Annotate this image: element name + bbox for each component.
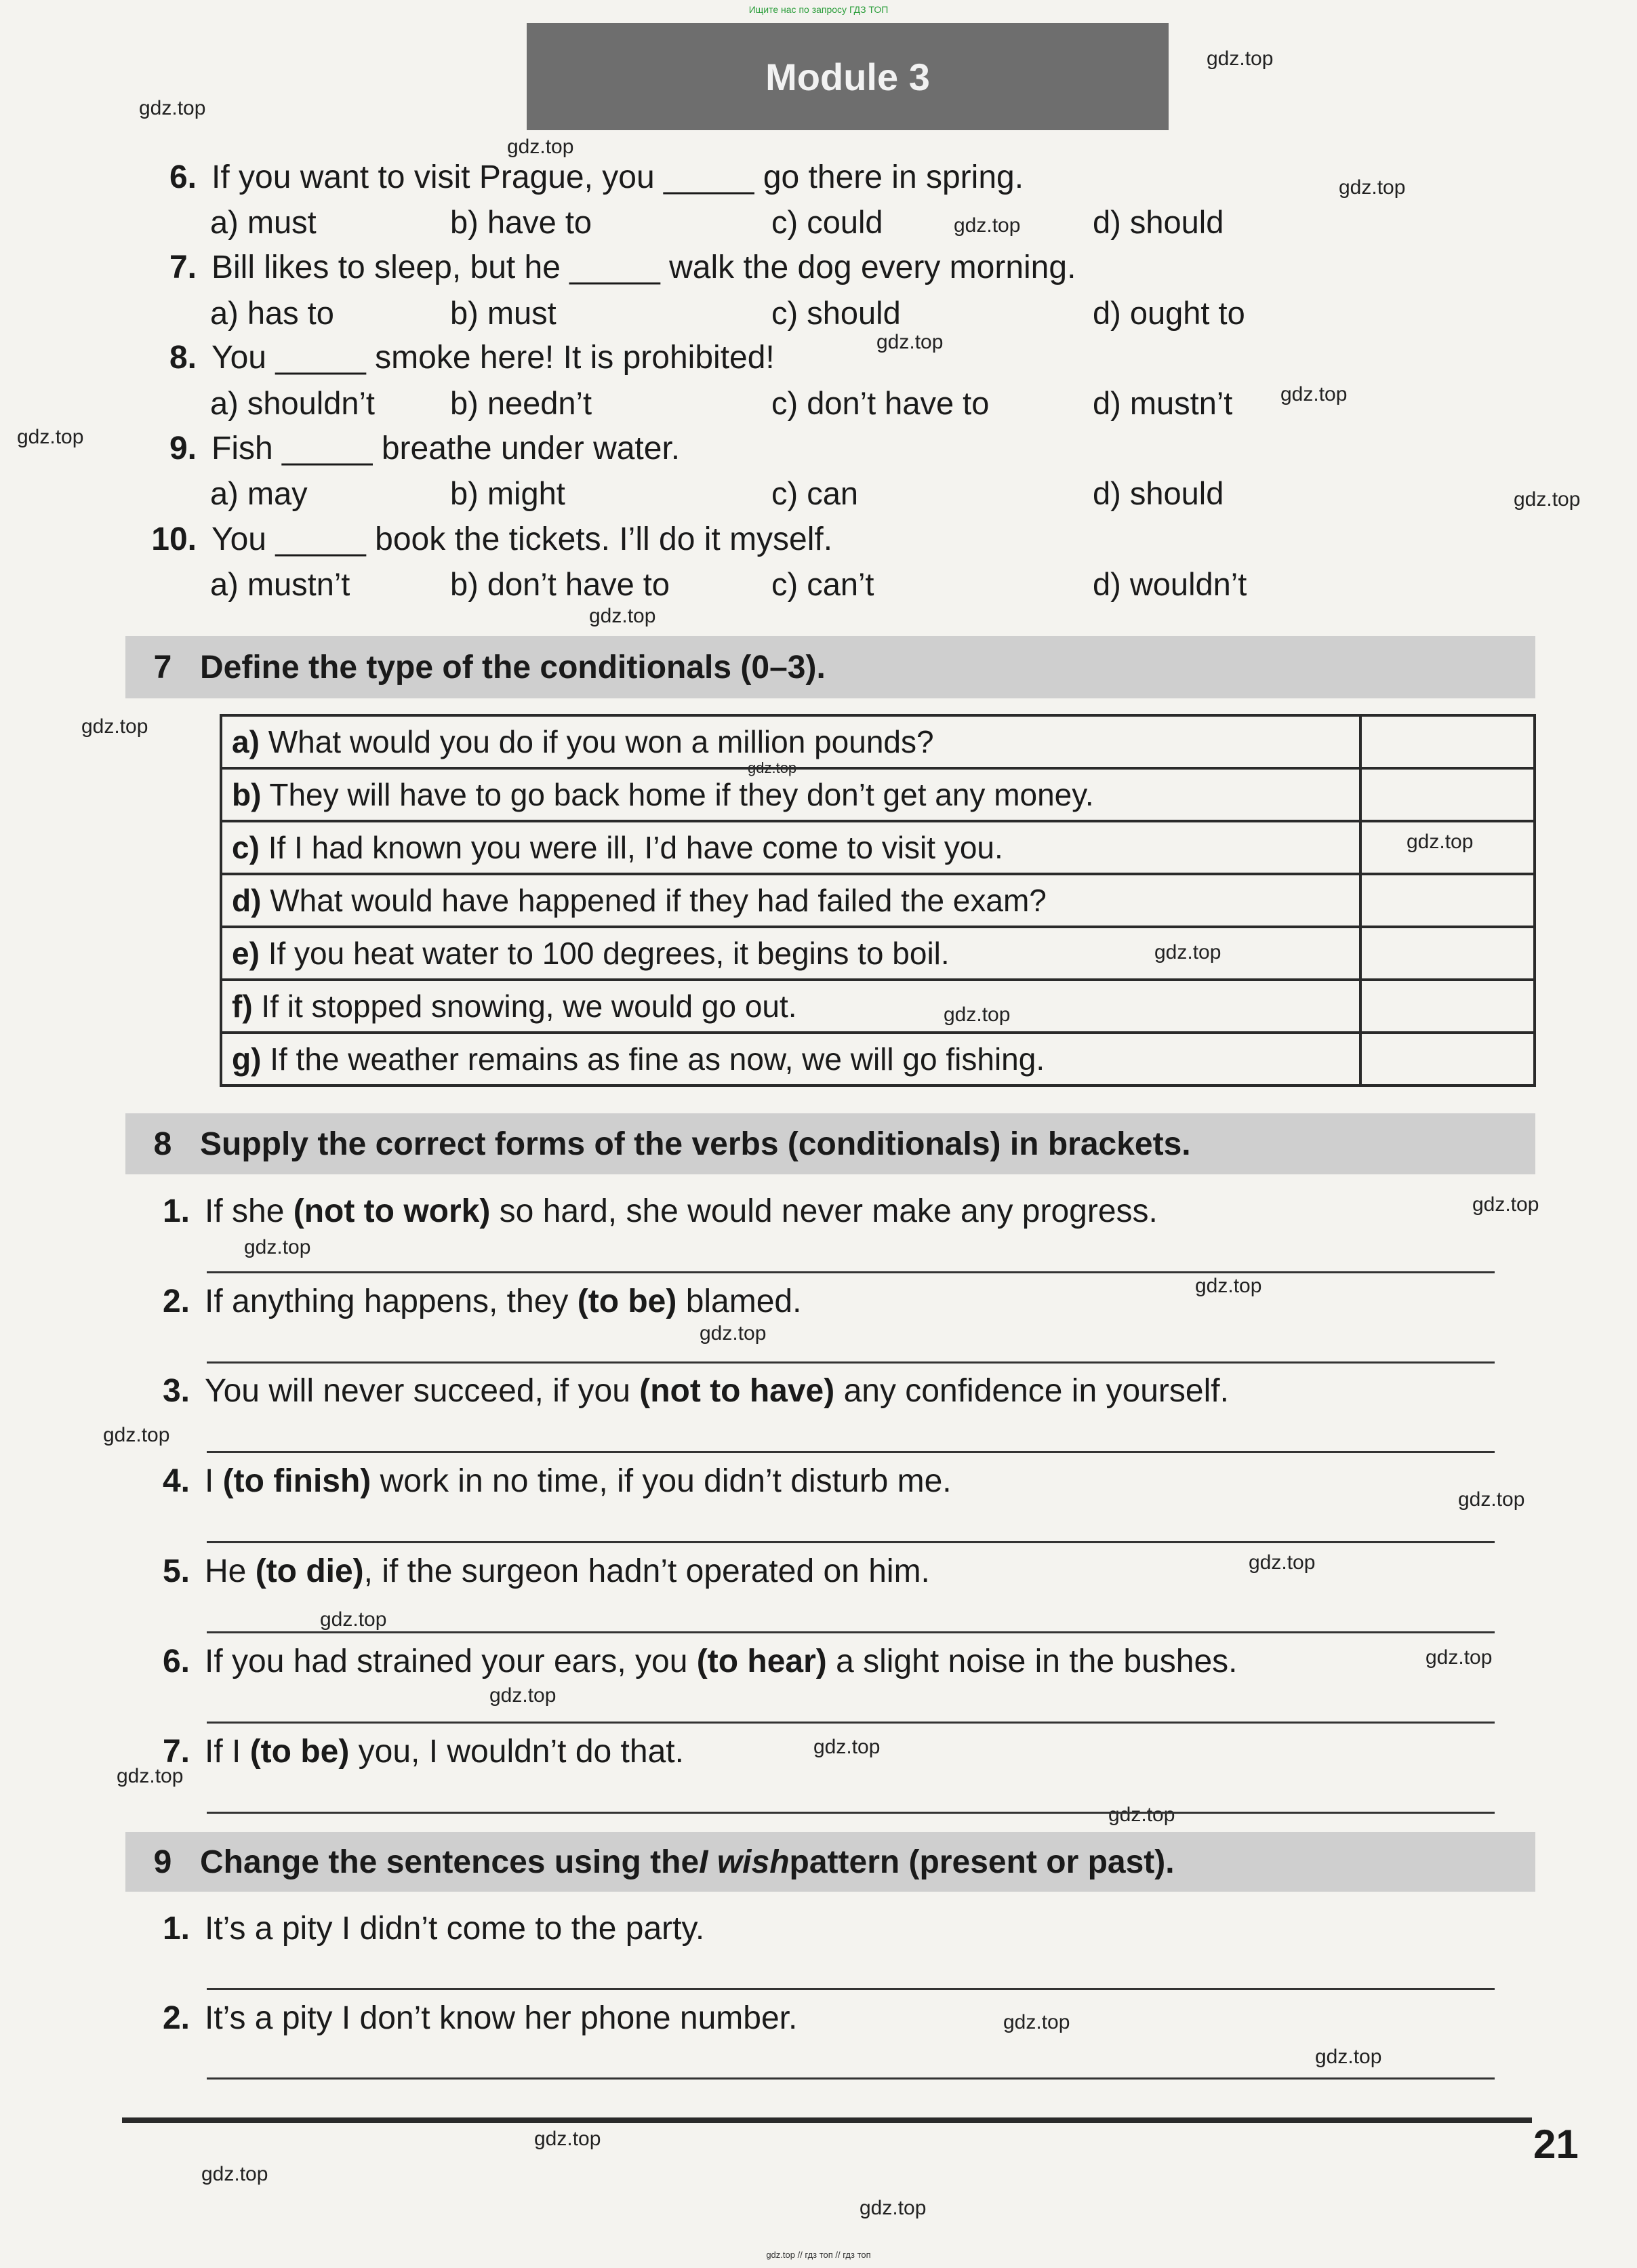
watermark: gdz.top (1407, 831, 1474, 853)
answer-line[interactable] (207, 1271, 1495, 1273)
ex9-item-1: 1. It’s a pity I didn’t come to the party. (162, 1911, 705, 1947)
table-row: f) If it stopped snowing, we would go out. (221, 980, 1535, 1033)
page-number: 21 (1533, 2122, 1579, 2167)
answer-line[interactable] (207, 1722, 1495, 1724)
exercise-8-heading: 8 Supply the correct forms of the verbs (conditionals) in brackets. (125, 1113, 1535, 1174)
table-row: c) If I had known you were ill, I’d have come to visit you. (221, 821, 1535, 874)
exercise-7-heading: 7 Define the type of the conditionals (0–3). (125, 636, 1535, 698)
top-note: Ищите нас по запросу ГДЗ ТОП (748, 4, 889, 15)
bottom-note: gdz.top // гдз топ // гдз топ (766, 2250, 871, 2260)
watermark: gdz.top (1249, 1551, 1316, 1574)
option-d: d) wouldn’t (1093, 566, 1247, 602)
ex8-item-2: 2. If anything happens, they (to be) blamed. (162, 1284, 802, 1319)
question-8: 8. You _____ smoke here! It is prohibited! (169, 340, 775, 376)
ex8-item-5: 5. He (to die), if the surgeon hadn’t operated on him. (162, 1553, 930, 1589)
option-b: b) don’t have to (450, 566, 670, 602)
ex8-item-4: 4. I (to finish) work in no time, if you didn’t disturb me. (162, 1463, 952, 1499)
answer-line[interactable] (207, 1541, 1495, 1543)
answer-cell[interactable] (1360, 980, 1535, 1033)
watermark: gdz.top (1108, 1804, 1175, 1826)
option-a: a) has to (210, 295, 334, 331)
question-10: 10. You _____ book the tickets. I’ll do it myself. (151, 521, 833, 557)
option-c: c) don’t have to (771, 385, 990, 421)
question-7: 7. Bill likes to sleep, but he _____ walk the dog every morning. (169, 250, 1076, 285)
watermark: gdz.top (1195, 1275, 1262, 1297)
watermark: gdz.top (860, 2197, 927, 2219)
answer-cell[interactable] (1360, 874, 1535, 927)
watermark: gdz.top (244, 1236, 311, 1258)
ex8-item-1: 1. If she (not to work) so hard, she would never make any progress. (162, 1193, 1158, 1229)
ex8-item-3: 3. You will never succeed, if you (not to have) any confidence in yourself. (162, 1373, 1229, 1409)
option-d: d) should (1093, 475, 1224, 511)
answer-line[interactable] (207, 1812, 1495, 1814)
ex9-item-2: 2. It’s a pity I don’t know her phone number. (162, 2000, 798, 2036)
watermark: gdz.top (1315, 2046, 1382, 2068)
answer-line[interactable] (207, 1451, 1495, 1453)
answer-cell[interactable] (1360, 768, 1535, 821)
answer-cell[interactable] (1360, 821, 1535, 874)
answer-line[interactable] (207, 2077, 1495, 2080)
watermark: gdz.top (489, 1684, 557, 1707)
watermark: gdz.top (534, 2128, 601, 2150)
watermark: gdz.top (139, 97, 206, 119)
module-title: Module 3 (527, 23, 1169, 130)
watermark: gdz.top (1458, 1488, 1525, 1511)
option-a: a) may (210, 475, 308, 511)
answer-cell[interactable] (1360, 927, 1535, 980)
watermark: gdz.top (1514, 488, 1581, 511)
ex8-item-7: 7. If I (to be) you, I wouldn’t do that. (162, 1734, 684, 1770)
option-d: d) ought to (1093, 295, 1245, 331)
table-row: b) They will have to go back home if they don’t get any money. (221, 768, 1535, 821)
table-row: g) If the weather remains as fine as now, we will go fishing. (221, 1033, 1535, 1086)
answer-line[interactable] (207, 1361, 1495, 1364)
watermark: gdz.top (1472, 1193, 1539, 1216)
watermark: gdz.top (813, 1736, 881, 1758)
option-c: c) should (771, 295, 901, 331)
table-row: e) If you heat water to 100 degrees, it begins to boil. (221, 927, 1535, 980)
watermark: gdz.top (1207, 47, 1274, 70)
answer-cell[interactable] (1360, 1033, 1535, 1086)
watermark: gdz.top (876, 331, 944, 353)
question-6: 6. If you want to visit Prague, you _____ go there in spring. (169, 159, 1024, 195)
option-a: a) mustn’t (210, 566, 350, 602)
option-a: a) must (210, 204, 317, 240)
watermark: gdz.top (1339, 176, 1406, 199)
answer-cell[interactable] (1360, 715, 1535, 768)
watermark: gdz.top (954, 214, 1021, 237)
watermark: gdz.top (103, 1424, 170, 1446)
watermark: gdz.top (1154, 941, 1221, 963)
option-b: b) might (450, 475, 565, 511)
exercise-9-heading: 9 Change the sentences using the I wish pattern (present or past). (125, 1832, 1535, 1892)
footer-rule (122, 2117, 1532, 2123)
watermark: gdz.top (81, 715, 148, 738)
watermark: gdz.top (320, 1608, 387, 1631)
answer-line[interactable] (207, 1988, 1495, 1990)
watermark: gdz.top (589, 605, 656, 627)
option-c: c) can’t (771, 566, 874, 602)
question-9: 9. Fish _____ breathe under water. (169, 431, 681, 466)
watermark: gdz.top (201, 2163, 268, 2185)
option-d: d) mustn’t (1093, 385, 1233, 421)
option-c: c) can (771, 475, 858, 511)
watermark: gdz.top (507, 136, 574, 158)
watermark: gdz.top (17, 426, 84, 448)
option-a: a) shouldn’t (210, 385, 375, 421)
table-row: d) What would have happened if they had failed the exam? (221, 874, 1535, 927)
option-d: d) should (1093, 204, 1224, 240)
option-b: b) must (450, 295, 557, 331)
watermark: gdz.top (944, 1003, 1011, 1026)
option-b: b) have to (450, 204, 592, 240)
watermark: gdz.top (117, 1765, 184, 1787)
table-row: a) What would you do if you won a million pounds? (221, 715, 1535, 768)
option-b: b) needn’t (450, 385, 592, 421)
conditionals-table (220, 714, 1536, 1087)
watermark: gdz.top (700, 1322, 767, 1345)
watermark: gdz.top (1003, 2011, 1070, 2033)
watermark: gdz.top (748, 759, 797, 776)
watermark: gdz.top (1426, 1646, 1493, 1669)
ex8-item-6: 6. If you had strained your ears, you (to hear) a slight noise in the bushes. (162, 1644, 1238, 1679)
option-c: c) could (771, 204, 883, 240)
answer-line[interactable] (207, 1631, 1495, 1633)
watermark: gdz.top (1280, 383, 1348, 405)
